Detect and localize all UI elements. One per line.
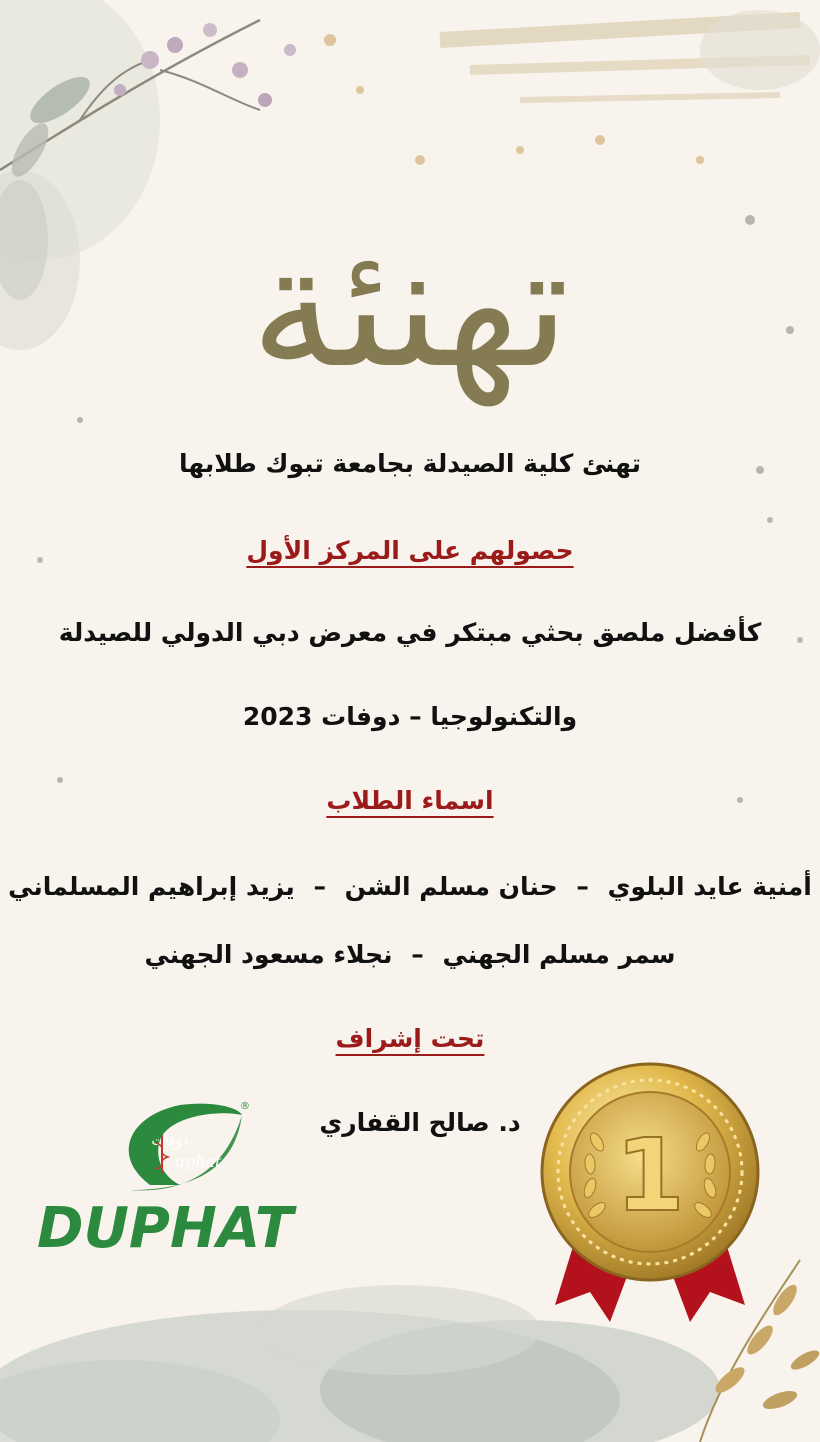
congrats-line: تهنئ كلية الصيدلة بجامعة تبوك طلابها — [179, 449, 641, 478]
student-name: أمنية عايد البلوي — [607, 872, 812, 901]
title-calligraphy — [150, 180, 670, 410]
award-description-line2: والتكنولوجيا – دوفات 2023 — [242, 702, 578, 731]
name-separator: – — [411, 940, 424, 969]
students-heading: اسماء الطلاب — [326, 786, 494, 815]
medal-number: 1 — [615, 1117, 685, 1234]
registered-mark: ® — [240, 1101, 250, 1112]
students-row-2 — [0, 940, 820, 969]
logo-small-english: uphat — [174, 1152, 222, 1171]
title-text: تهنئة — [250, 208, 570, 406]
award-description-line1: كأفضل ملصق بحثي مبتكر في معرض دبي الدولي للصيدلة — [58, 618, 762, 647]
duphat-logo — [20, 1095, 320, 1255]
student-name: يزيد إبراهيم المسلماني — [8, 872, 295, 901]
student-name: نجلاء مسعود الجهني — [144, 940, 393, 969]
achievement-heading: حصولهم على المركز الأول — [246, 536, 574, 565]
students-row-1 — [0, 872, 820, 901]
supervisor-name: د. صالح القفاري — [319, 1108, 521, 1137]
logo-arabic: دوفات — [151, 1133, 189, 1149]
student-name: سمر مسلم الجهني — [442, 940, 676, 969]
logo-wordmark: DUPHAT — [36, 1196, 294, 1255]
student-name: حنان مسلم الشن — [344, 872, 558, 901]
gold-medal-icon — [535, 1060, 765, 1325]
title-svg — [150, 180, 670, 410]
name-separator: – — [576, 872, 589, 901]
supervision-heading: تحت إشراف — [335, 1024, 485, 1053]
name-separator: – — [313, 872, 326, 901]
